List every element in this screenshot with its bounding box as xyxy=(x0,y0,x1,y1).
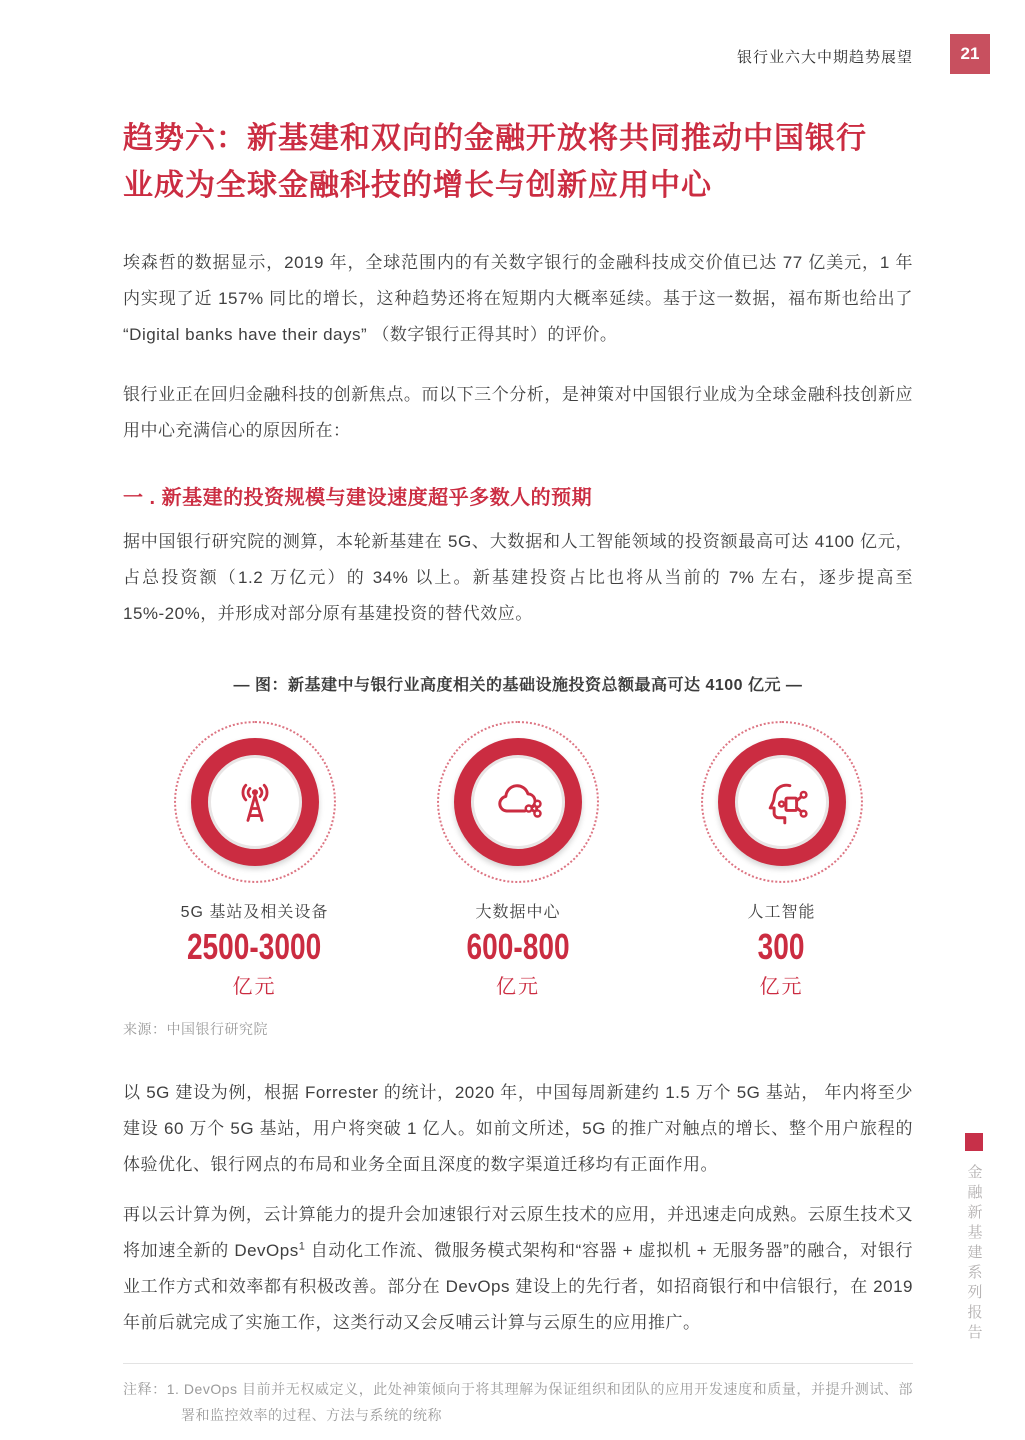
signal-tower-icon xyxy=(229,776,281,828)
series-square-icon xyxy=(965,1133,983,1151)
figure-item-unit: 亿元 xyxy=(496,976,540,998)
footnote-text: 注释：1. DevOps 目前并无权威定义，此处神策倾向于将其理解为保证组织和团队的应用开发速度和质量，并提升测试、部署和监控效率的过程、方法与系统的统称 xyxy=(123,1381,913,1423)
figure-item-ai xyxy=(650,721,913,999)
figure-item-value: 600-800 xyxy=(466,926,570,967)
dotted-circle xyxy=(437,721,599,883)
paragraph-accenture-data: 埃森哲的数据显示，2019 年，全球范围内的有关数字银行的金融科技成交价值已达 77 亿美元，1 年内实现了近 157% 同比的增长，这种趋势还将在短期内大概率延续。基于这一数据，福布斯也给出了“Digital banks have their days” （数字银行正得其时）的评价。 xyxy=(123,253,913,344)
figure-item-label: 大数据中心 xyxy=(475,904,561,921)
footnote-reference: 1 xyxy=(298,1240,306,1253)
figure-item-label: 人工智能 xyxy=(747,904,816,921)
page-number-badge xyxy=(950,34,990,74)
page-title-line2: 业成为全球金融科技的增长与创新应用中心 xyxy=(123,169,712,202)
header-section-title: 银行业六大中期趋势展望 xyxy=(736,49,913,66)
icon-ring xyxy=(718,738,846,866)
figure-source: 来源：中国银行研究院 xyxy=(123,1021,268,1037)
investment-figure xyxy=(123,721,913,999)
page-title xyxy=(123,115,913,209)
icon-ring xyxy=(191,738,319,866)
figure-item-unit: 亿元 xyxy=(232,976,277,998)
paragraph-cloud-pre: 再以云计算为例，云计算能力的提升会加速银行对云原生技术的应用，并迅速走向成熟。云原生技术又将加速全新的 DevOps xyxy=(123,1205,913,1260)
paragraph-cloud-example xyxy=(123,1197,913,1341)
figure-item-bigdata xyxy=(387,721,650,999)
figure-item-value: 300 xyxy=(758,926,805,967)
series-mark xyxy=(965,1133,983,1344)
paragraph-investment-scale: 据中国银行研究院的测算，本轮新基建在 5G、大数据和人工智能领域的投资额最高可达 4100 亿元，占总投资额（1.2 万亿元）的 34% 以上。新基建投资占比也将从当前的 7% 左右，逐步提高至 15%-20%，并形成对部分原有基建投资的替代效应。 xyxy=(123,532,913,623)
main-content xyxy=(123,0,913,1428)
page-title-line1: 趋势六：新基建和双向的金融开放将共同推动中国银行 xyxy=(123,122,867,155)
figure-item-5g xyxy=(123,721,386,999)
figure-caption: — 图：新基建中与银行业高度相关的基础设施投资总额最高可达 4100 亿元 — xyxy=(233,677,803,694)
ai-head-icon xyxy=(755,775,809,829)
figure-item-value: 2500-3000 xyxy=(187,926,322,967)
page-number: 21 xyxy=(960,44,980,63)
icon-ring xyxy=(454,738,582,866)
paragraph-fintech-focus: 银行业正在回归金融科技的创新焦点。而以下三个分析，是神策对中国银行业成为全球金融科技创新应用中心充满信心的原因所在： xyxy=(123,385,913,440)
figure-item-label: 5G 基站及相关设备 xyxy=(180,904,329,921)
figure-item-unit: 亿元 xyxy=(759,976,804,998)
dotted-circle xyxy=(174,721,336,883)
section-subtitle: 一 . 新基建的投资规模与建设速度超乎多数人的预期 xyxy=(123,487,593,509)
paragraph-5g-example: 以 5G 建设为例，根据 Forrester 的统计，2020 年，中国每周新建约 1.5 万个 5G 基站， 年内将至少建设 60 万个 5G 基站，用户将突破 1 亿人。如前文所述，5G 的推广对触点的增长、整个用户旅程的体验优化、银行网点的布局和业务全面且深度的数字渠道迁移均有正面作用。 xyxy=(123,1083,913,1174)
dotted-circle xyxy=(701,721,863,883)
paragraph-cloud-post: 自动化工作流、微服务模式架构和“容器 + 虚拟机 + 无服务器”的融合，对银行业工作方式和效率都有积极改善。部分在 DevOps 建设上的先行者，如招商银行和中信银行，在 2019 年前后就完成了实施工作，这类行动又会反哺云计算与云原生的应用推广。 xyxy=(123,1241,914,1332)
cloud-network-icon xyxy=(491,775,545,829)
series-label: 金融新基建系列报告 xyxy=(965,1164,983,1344)
footnote-divider xyxy=(123,1363,913,1364)
